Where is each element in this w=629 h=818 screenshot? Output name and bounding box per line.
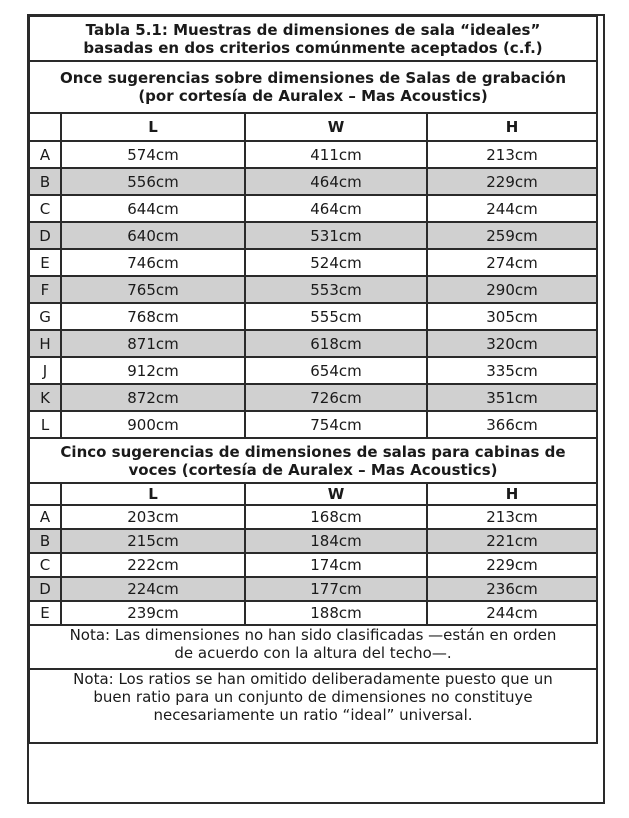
table-title-row — [29, 16, 597, 61]
cell-h: 351cm — [427, 384, 597, 411]
note-2-line-2: buen ratio para un conjunto de dimensiones no constituye — [93, 688, 533, 706]
row-label: F — [29, 276, 61, 303]
header-w: W — [245, 113, 427, 141]
cell-w: 531cm — [245, 222, 427, 249]
cell-w: 184cm — [245, 529, 427, 553]
cell-l: 224cm — [61, 577, 245, 601]
table-row — [29, 168, 597, 195]
cell-l: 203cm — [61, 505, 245, 529]
header-w: W — [245, 483, 427, 505]
note-2-line-1: Nota: Los ratios se han omitido deliberadamente puesto que un — [73, 670, 553, 688]
cell-w: 174cm — [245, 553, 427, 577]
row-label: E — [29, 601, 61, 625]
cell-h: 221cm — [427, 529, 597, 553]
note2-row — [29, 669, 597, 743]
cell-h: 229cm — [427, 168, 597, 195]
table-row — [29, 505, 597, 529]
cell-h: 244cm — [427, 195, 597, 222]
cell-l: 900cm — [61, 411, 245, 438]
row-label: K — [29, 384, 61, 411]
table-row — [29, 357, 597, 384]
cell-h: 259cm — [427, 222, 597, 249]
table-row — [29, 601, 597, 625]
row-label: L — [29, 411, 61, 438]
row-label: A — [29, 141, 61, 168]
cell-w: 726cm — [245, 384, 427, 411]
cell-h: 244cm — [427, 601, 597, 625]
cell-w: 168cm — [245, 505, 427, 529]
cell-l: 644cm — [61, 195, 245, 222]
section2-title-line-2: voces (cortesía de Auralex – Mas Acoustics) — [128, 460, 498, 479]
table-row — [29, 303, 597, 330]
section2-header-row — [29, 483, 597, 505]
table-row — [29, 577, 597, 601]
table-row — [29, 529, 597, 553]
cell-h: 305cm — [427, 303, 597, 330]
cell-w: 177cm — [245, 577, 427, 601]
note-1 — [29, 625, 597, 669]
table-row — [29, 195, 597, 222]
cell-w: 188cm — [245, 601, 427, 625]
section2-title-row — [29, 438, 597, 483]
cell-w: 411cm — [245, 141, 427, 168]
header-h: H — [427, 113, 597, 141]
header-h: H — [427, 483, 597, 505]
row-label: J — [29, 357, 61, 384]
table-title-line-2: basadas en dos criterios comúnmente aceptados (c.f.) — [83, 38, 543, 57]
cell-w: 618cm — [245, 330, 427, 357]
row-label: H — [29, 330, 61, 357]
note-2 — [29, 669, 597, 743]
cell-l: 872cm — [61, 384, 245, 411]
header-l: L — [61, 483, 245, 505]
note-2-line-3: necesariamente un ratio “ideal” universal. — [153, 706, 473, 724]
cell-h: 213cm — [427, 505, 597, 529]
cell-h: 366cm — [427, 411, 597, 438]
cell-w: 464cm — [245, 168, 427, 195]
row-label: B — [29, 168, 61, 195]
cell-h: 274cm — [427, 249, 597, 276]
cell-l: 768cm — [61, 303, 245, 330]
row-label: B — [29, 529, 61, 553]
cell-w: 654cm — [245, 357, 427, 384]
table-title-line-1: Tabla 5.1: Muestras de dimensiones de sala “ideales” — [85, 20, 541, 39]
section2-title — [29, 438, 597, 483]
cell-l: 640cm — [61, 222, 245, 249]
cell-h: 229cm — [427, 553, 597, 577]
table-row — [29, 330, 597, 357]
row-label: C — [29, 195, 61, 222]
cell-w: 754cm — [245, 411, 427, 438]
cell-l: 912cm — [61, 357, 245, 384]
cell-h: 290cm — [427, 276, 597, 303]
table-row — [29, 384, 597, 411]
table-row — [29, 553, 597, 577]
row-label: A — [29, 505, 61, 529]
header-blank — [29, 113, 61, 141]
row-label: G — [29, 303, 61, 330]
cell-h: 213cm — [427, 141, 597, 168]
cell-w: 464cm — [245, 195, 427, 222]
cell-h: 320cm — [427, 330, 597, 357]
cell-l: 239cm — [61, 601, 245, 625]
note-1-line-1: Nota: Las dimensiones no han sido clasificadas —están en orden — [69, 626, 557, 644]
table-row — [29, 222, 597, 249]
row-label: D — [29, 577, 61, 601]
note-1-line-2: de acuerdo con la altura del techo—. — [174, 644, 452, 662]
section1-title-line-1: Once sugerencias sobre dimensiones de Salas de grabación — [59, 69, 567, 87]
row-label: E — [29, 249, 61, 276]
cell-h: 236cm — [427, 577, 597, 601]
section1-header-row — [29, 113, 597, 141]
cell-w: 553cm — [245, 276, 427, 303]
cell-l: 871cm — [61, 330, 245, 357]
table-row — [29, 141, 597, 168]
row-label: D — [29, 222, 61, 249]
section1-title-row — [29, 61, 597, 113]
table-row — [29, 411, 597, 438]
cell-l: 765cm — [61, 276, 245, 303]
row-label: C — [29, 553, 61, 577]
table-row — [29, 249, 597, 276]
cell-l: 746cm — [61, 249, 245, 276]
cell-w: 524cm — [245, 249, 427, 276]
header-blank — [29, 483, 61, 505]
section1-title — [29, 61, 597, 113]
cell-l: 222cm — [61, 553, 245, 577]
section2-title-line-1: Cinco sugerencias de dimensiones de salas para cabinas de — [60, 442, 566, 461]
table-row — [29, 276, 597, 303]
cell-l: 574cm — [61, 141, 245, 168]
cell-w: 555cm — [245, 303, 427, 330]
cell-l: 215cm — [61, 529, 245, 553]
dimensions-table — [28, 15, 598, 744]
cell-h: 335cm — [427, 357, 597, 384]
section1-title-line-2: (por cortesía de Auralex – Mas Acoustics) — [138, 87, 488, 105]
cell-l: 556cm — [61, 168, 245, 195]
table-title — [29, 16, 597, 61]
header-l: L — [61, 113, 245, 141]
note1-row — [29, 625, 597, 669]
